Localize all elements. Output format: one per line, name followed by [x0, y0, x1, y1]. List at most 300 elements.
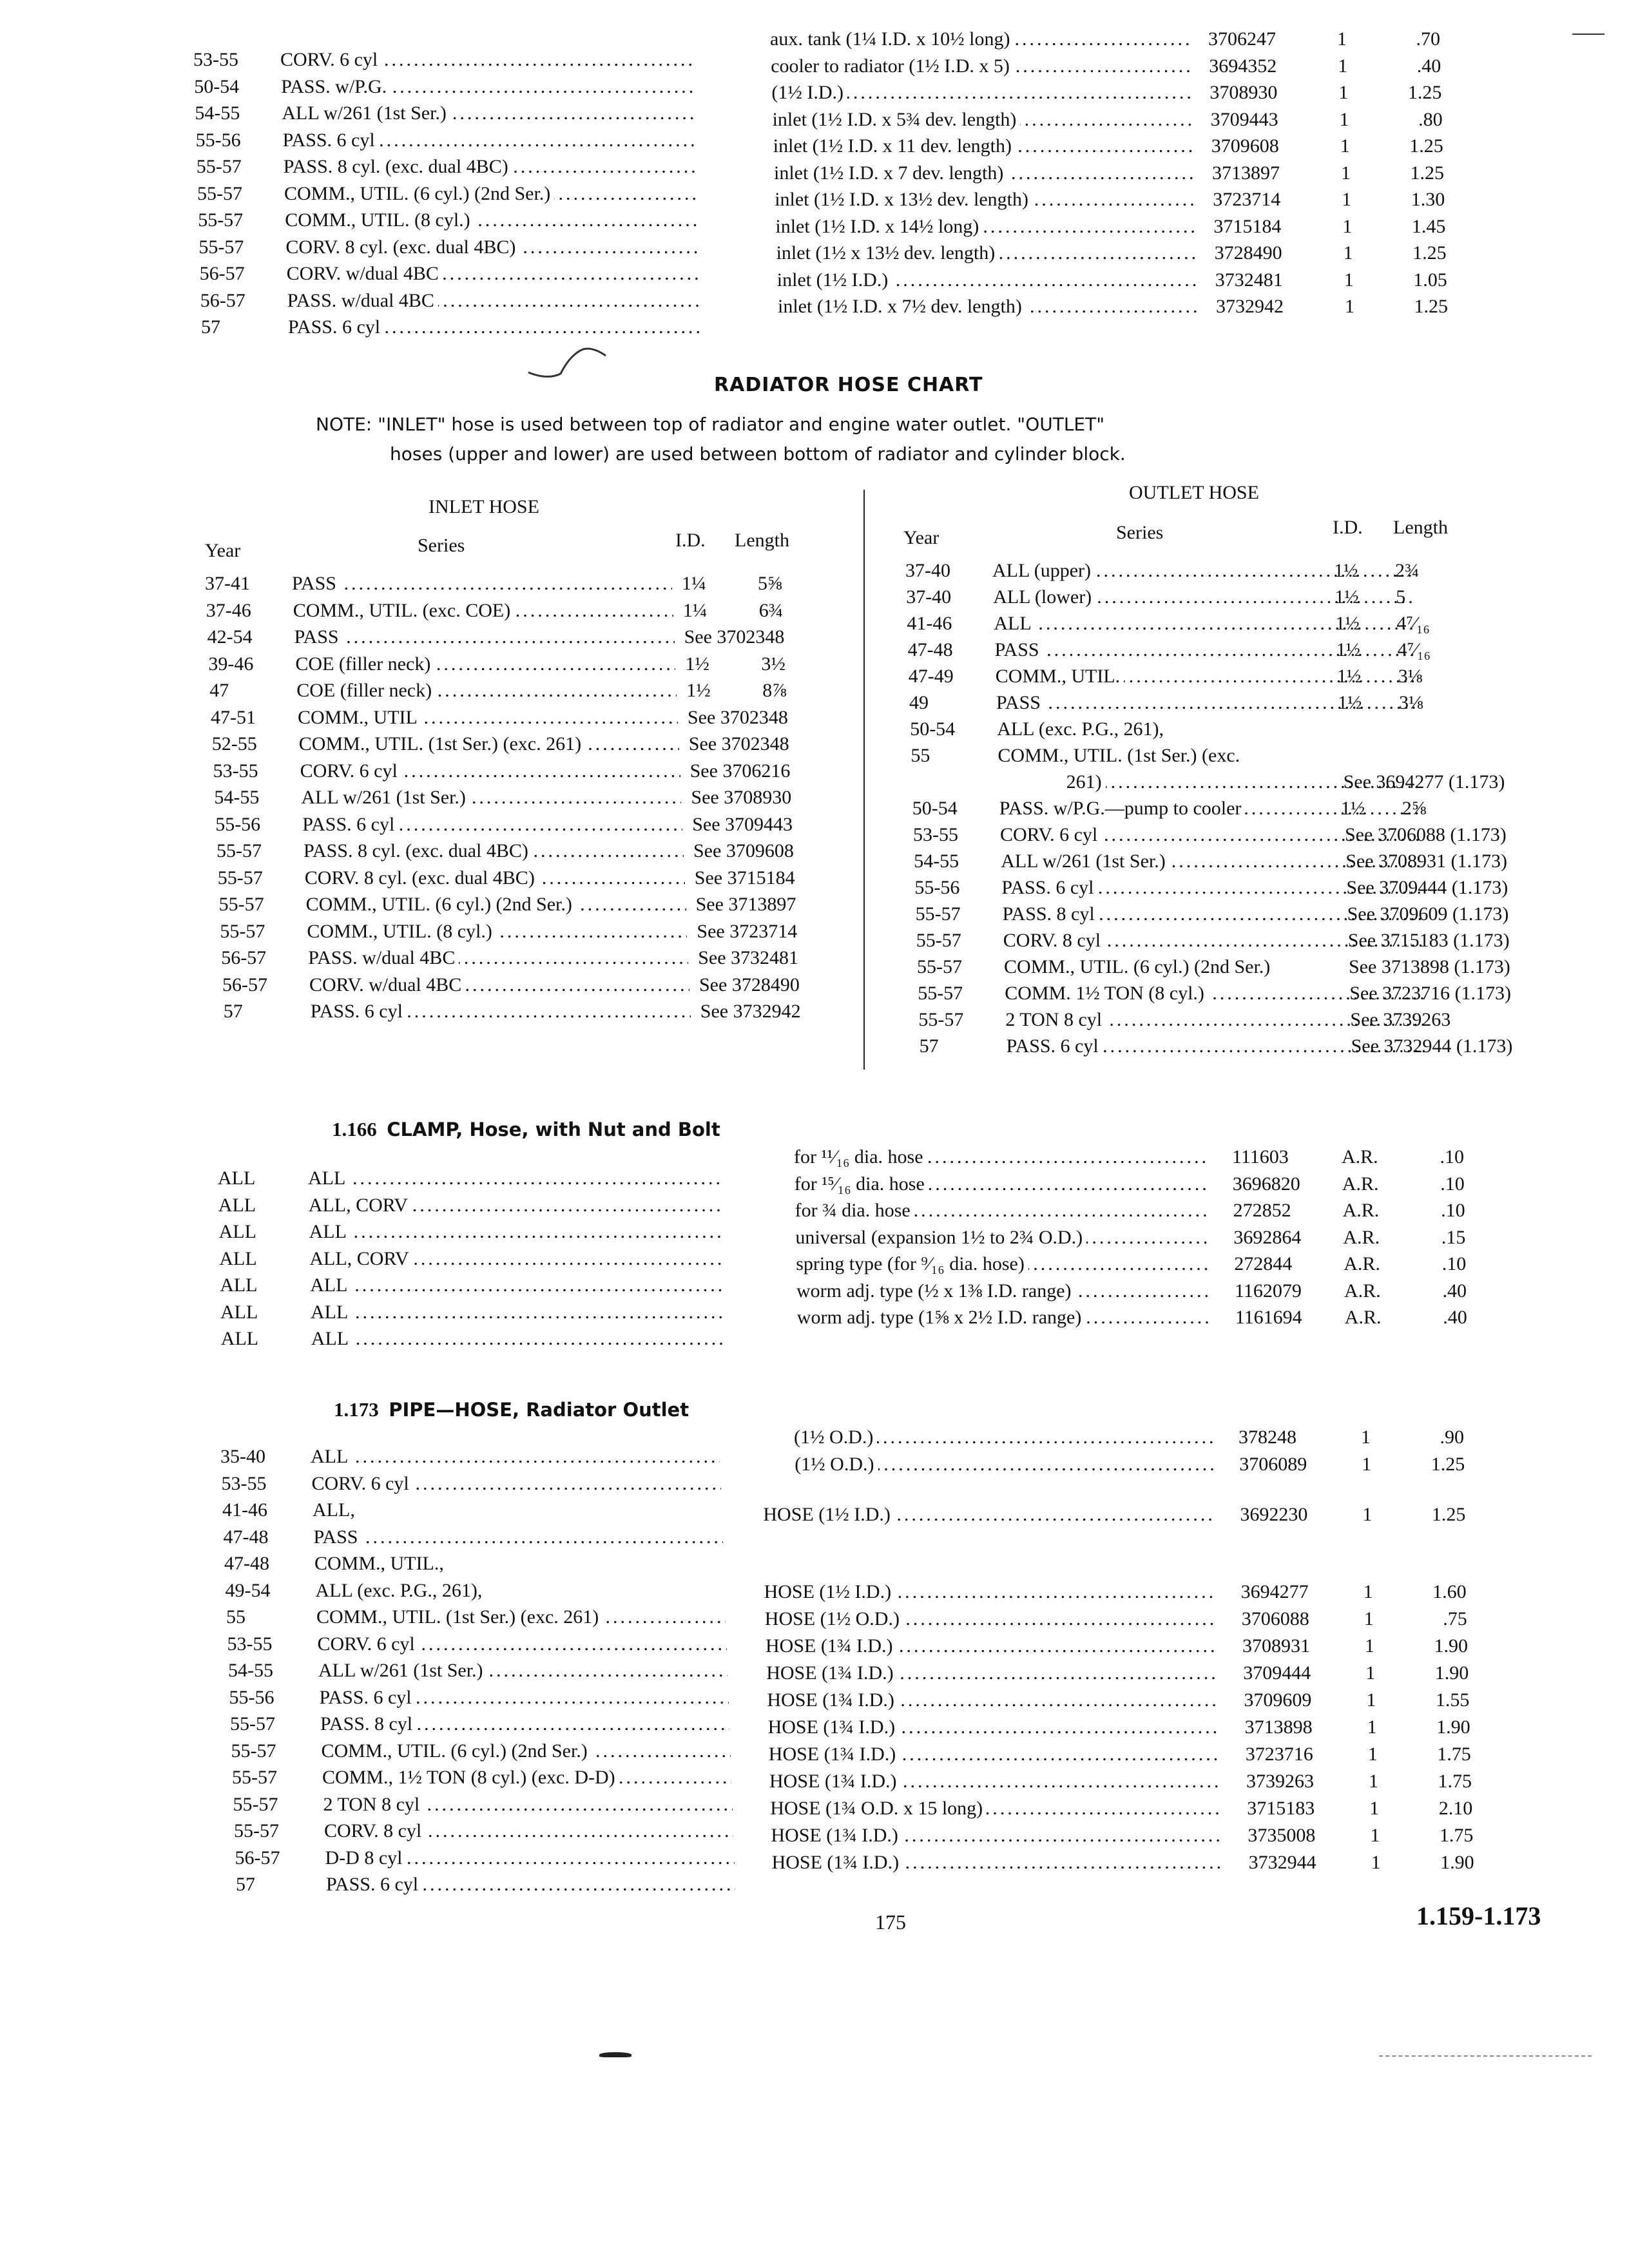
year-cell: 55-57 — [198, 209, 244, 231]
price-cell: .40 — [1442, 1280, 1467, 1302]
desc-cell-text: for ¾ dia. hose — [795, 1200, 914, 1221]
inlet-row — [207, 624, 981, 650]
series-cell — [306, 891, 686, 918]
desc-cell — [773, 133, 1195, 159]
section-range: 1.159-1.173 — [1416, 1901, 1541, 1930]
desc-cell — [771, 79, 1193, 106]
part-cell: 378248 — [1239, 1427, 1296, 1448]
top-part-row — [771, 79, 1545, 106]
qty-cell: 1 — [1342, 189, 1352, 210]
year-cell: 55-57 — [220, 920, 265, 942]
year-cell: 53-55 — [213, 760, 258, 782]
id-cell: 1½ — [1340, 798, 1365, 819]
inlet-row — [217, 838, 990, 864]
series-cell-text: ALL — [994, 613, 1035, 634]
series-cell-text: ALL w/261 (1st Ser.) — [301, 787, 470, 808]
desc-cell-text: spring type (for ⁹⁄₁₆ dia. hose) — [796, 1253, 1028, 1274]
ref-cell: See 3728490 — [699, 974, 800, 995]
part-cell: 3713898 — [1244, 1716, 1313, 1738]
series-cell-text: ALL (exc. P.G., 261), — [315, 1579, 483, 1601]
top-part-row — [778, 293, 1551, 320]
year-cell: 37-46 — [206, 599, 251, 621]
series-cell-text: COMM., UTIL. (8 cyl.) — [285, 209, 474, 231]
series-cell-text: ALL — [310, 1274, 351, 1296]
price-cell: 1.30 — [1411, 189, 1445, 210]
ref-cell: See 3732942 — [700, 1001, 801, 1022]
year-cell: ALL — [220, 1328, 259, 1349]
year-cell: 49 — [909, 692, 929, 713]
series-cell-text: CORV. w/dual 4BC — [309, 974, 465, 995]
year-cell: 47 — [209, 680, 229, 701]
desc-cell — [794, 1144, 1206, 1170]
series-cell-text: COMM., UTIL. (1st Ser.) (exc. — [998, 745, 1240, 766]
desc-cell-text: HOSE (1¾ I.D.) — [766, 1635, 896, 1657]
year-cell: 37-40 — [905, 560, 950, 581]
desc-cell-text: HOSE (1¾ I.D.) — [771, 1825, 901, 1846]
year-cell: 52-55 — [211, 733, 257, 754]
series-cell — [322, 1738, 731, 1764]
clamp-title: CLAMP, Hose, with Nut and Bolt — [387, 1119, 720, 1140]
desc-cell — [773, 106, 1195, 133]
price-cell: .40 — [1443, 1307, 1467, 1328]
price-cell: 1.90 — [1434, 1662, 1469, 1684]
series-cell — [326, 1871, 735, 1898]
inlet-row — [205, 570, 978, 597]
year-cell: 50-54 — [910, 718, 956, 740]
series-cell — [318, 1631, 727, 1657]
ref-cell: See 3715184 — [694, 867, 795, 889]
part-cell: 272844 — [1234, 1253, 1293, 1274]
qty-cell: A.R. — [1344, 1253, 1380, 1274]
desc-cell-text: HOSE (1¾ I.D.) — [766, 1662, 897, 1684]
part-cell: 3735008 — [1248, 1825, 1316, 1846]
desc-cell — [769, 1741, 1220, 1767]
part-cell: 3692864 — [1233, 1226, 1302, 1248]
outlet-col-length: Length — [1393, 517, 1448, 538]
series-cell — [320, 1684, 729, 1711]
series-cell — [285, 207, 697, 233]
series-cell — [320, 1711, 729, 1737]
qty-cell: 1 — [1369, 1771, 1378, 1792]
year-cell: 55-57 — [196, 156, 242, 177]
part-cell: 3692230 — [1240, 1504, 1308, 1525]
part-cell: 272852 — [1233, 1200, 1291, 1221]
series-cell-text: COMM., UTIL — [298, 707, 421, 728]
pipe-series-row — [224, 1550, 998, 1577]
part-cell: 3732481 — [1215, 269, 1283, 291]
qty-cell: 1 — [1363, 1581, 1373, 1602]
year-cell: 49-54 — [225, 1579, 271, 1601]
id-cell: 1½ — [1336, 639, 1361, 660]
series-cell-text: COMM., UTIL. (1st Ser.) (exc. 261) — [316, 1606, 602, 1628]
inlet-row — [220, 918, 993, 945]
series-cell — [280, 46, 693, 73]
qty-cell: 1 — [1361, 1427, 1371, 1448]
price-cell: .10 — [1440, 1173, 1465, 1195]
id-cell: 1½ — [1334, 560, 1358, 581]
desc-cell — [796, 1278, 1209, 1304]
series-cell — [292, 570, 672, 597]
series-cell-text: ALL, — [313, 1499, 355, 1521]
price-cell: .10 — [1441, 1253, 1467, 1274]
series-cell — [309, 1245, 722, 1272]
desc-cell — [771, 1822, 1222, 1849]
outlet-row — [906, 584, 1629, 610]
part-cell: 3709609 — [1244, 1689, 1312, 1711]
desc-cell-text: (1½ O.D.) — [795, 1454, 878, 1475]
qty-cell: A.R. — [1342, 1173, 1379, 1195]
series-cell — [324, 1818, 733, 1844]
series-cell-text: PASS. 6 cyl — [311, 1001, 407, 1022]
desc-cell — [775, 186, 1197, 213]
desc-cell — [795, 1451, 1213, 1477]
series-cell — [299, 731, 679, 757]
part-cell: 111603 — [1232, 1146, 1289, 1168]
ref-cell: See 3709608 — [693, 840, 794, 861]
desc-cell — [770, 26, 1192, 52]
series-cell — [307, 918, 687, 945]
series-cell-text: ALL w/261 (1st Ser.) — [1001, 850, 1170, 872]
inlet-row — [208, 651, 981, 677]
id-cell: 1½ — [1335, 613, 1360, 634]
outlet-row — [909, 663, 1629, 689]
year-cell: ALL — [219, 1247, 257, 1269]
qty-cell: 1 — [1340, 135, 1350, 157]
id-cell: 1½ — [685, 653, 709, 675]
year-cell: 56-57 — [199, 263, 245, 284]
outlet-row — [917, 954, 1629, 980]
year-cell: 55-56 — [914, 877, 960, 898]
series-cell-text: ALL (exc. P.G., 261), — [997, 718, 1164, 740]
qty-cell: 1 — [1370, 1825, 1380, 1846]
year-cell: 54-55 — [195, 102, 240, 124]
year-cell: 55-57 — [218, 894, 264, 915]
inlet-row — [206, 597, 979, 624]
clamp-part-row — [797, 1304, 1570, 1331]
year-cell: 37-40 — [906, 586, 952, 608]
part-cell: 3706089 — [1239, 1454, 1307, 1475]
outlet-col-year: Year — [903, 527, 940, 548]
part-cell: 3723716 — [1245, 1744, 1313, 1765]
series-cell-text: PASS — [292, 573, 340, 594]
desc-cell-text: aux. tank (1¼ I.D. x 10½ long) — [770, 28, 1014, 50]
length-cell: 3⅛ — [1399, 692, 1423, 713]
part-cell: 3708931 — [1242, 1635, 1310, 1657]
desc-cell-text: HOSE (1¾ I.D.) — [772, 1852, 903, 1873]
pipe-part-row — [769, 1741, 1542, 1767]
year-cell: 57 — [236, 1874, 255, 1895]
inlet-heading: INLET HOSE — [429, 496, 539, 517]
desc-cell — [797, 1304, 1210, 1331]
year-cell: 47-48 — [223, 1526, 269, 1548]
ref-cell: See 3702348 — [688, 733, 789, 754]
pipe-title: PIPE—HOSE, Radiator Outlet — [389, 1399, 689, 1421]
series-cell — [300, 758, 680, 784]
series-cell — [311, 1299, 723, 1325]
desc-cell-text: inlet (1½ I.D. x 11 dev. length) — [773, 135, 1016, 157]
series-cell — [284, 153, 696, 180]
year-cell: 54-55 — [914, 850, 959, 872]
series-cell — [284, 180, 697, 207]
series-cell — [287, 260, 699, 287]
part-cell: 3706088 — [1241, 1608, 1309, 1629]
id-cell: 1½ — [686, 680, 711, 701]
series-cell-text: COMM. 1½ TON (8 cyl.) — [1005, 983, 1208, 1004]
series-cell — [294, 624, 675, 650]
length-cell: 2¾ — [1395, 560, 1420, 581]
year-cell: 50-54 — [912, 798, 958, 819]
qty-cell: 1 — [1341, 162, 1351, 184]
desc-cell-text: universal (expansion 1½ to 2¾ O.D.) — [795, 1227, 1086, 1248]
series-cell-text: COMM., UTIL. (exc. COE) — [293, 600, 514, 621]
series-cell — [309, 1218, 722, 1245]
series-cell-text: CORV. w/dual 4BC — [287, 263, 443, 284]
desc-cell — [767, 1687, 1218, 1713]
desc-cell — [795, 1224, 1208, 1251]
series-cell-text: ALL (lower) — [993, 586, 1095, 608]
price-cell: 2.10 — [1438, 1798, 1473, 1819]
desc-cell — [796, 1251, 1208, 1277]
ref-cell: See 3732944 (1.173) — [1351, 1035, 1513, 1057]
series-cell-text: PASS. 8 cyl. (exc. dual 4BC) — [284, 156, 512, 177]
series-cell-text: COMM., UTIL. (8 cyl.) — [307, 921, 496, 942]
inlet-row — [213, 758, 987, 784]
year-cell: 57 — [919, 1035, 939, 1057]
clamp-part-row — [796, 1278, 1570, 1304]
series-cell-text: ALL — [308, 1168, 349, 1189]
part-cell: 3732944 — [1248, 1852, 1316, 1873]
year-cell: 55-57 — [217, 840, 262, 861]
qty-cell: A.R. — [1342, 1200, 1380, 1221]
desc-cell — [778, 293, 1200, 320]
year-cell: 55 — [911, 745, 930, 766]
ref-cell: See 3709444 (1.173) — [1346, 877, 1509, 898]
year-cell: 55-57 — [918, 983, 963, 1004]
year-cell: 41-46 — [222, 1499, 267, 1521]
year-cell: 47-48 — [224, 1553, 269, 1574]
series-cell-text: 2 TON 8 cyl — [1005, 1009, 1106, 1030]
outlet-row — [910, 716, 1629, 742]
year-cell: 55-57 — [915, 903, 961, 925]
series-cell — [311, 1325, 724, 1352]
inlet-row — [219, 891, 992, 918]
price-cell: .40 — [1416, 55, 1441, 77]
qty-cell: 1 — [1338, 82, 1349, 103]
series-cell-text: CORV. 6 cyl — [1000, 824, 1101, 845]
series-cell — [285, 234, 698, 260]
series-cell — [296, 677, 677, 704]
desc-cell-text: HOSE (1¾ I.D.) — [769, 1771, 900, 1792]
series-cell-text: PASS. 6 cyl — [302, 814, 398, 835]
ref-cell: See 3713898 (1.173) — [1349, 956, 1510, 977]
price-cell: 1.25 — [1407, 82, 1442, 103]
qty-cell: 1 — [1362, 1504, 1373, 1525]
qty-cell: A.R. — [1344, 1307, 1382, 1328]
series-cell-text: ALL, CORV — [309, 1195, 412, 1216]
series-cell-text: PASS — [314, 1526, 362, 1548]
series-cell-text: ALL — [311, 1302, 352, 1323]
top-part-row — [775, 186, 1548, 213]
qty-cell: 1 — [1337, 28, 1347, 50]
price-cell: 1.90 — [1434, 1635, 1468, 1657]
inlet-row — [209, 677, 983, 704]
pipe-part-row — [763, 1501, 1536, 1528]
qty-cell: A.R. — [1343, 1226, 1380, 1248]
series-cell-text: CORV. 6 cyl — [318, 1633, 419, 1655]
price-cell: 1.05 — [1413, 269, 1447, 291]
ref-cell: See 3739263 — [1350, 1009, 1451, 1030]
series-cell-text: PASS — [996, 692, 1045, 713]
inlet-col-length: Length — [735, 530, 789, 551]
outlet-col-series: Series — [1116, 522, 1164, 543]
clamp-part-row — [794, 1144, 1567, 1170]
year-cell: 55-56 — [215, 813, 261, 835]
series-cell — [316, 1577, 725, 1604]
outlet-row — [911, 742, 1629, 769]
top-part-row — [776, 240, 1550, 266]
series-cell-text: PASS. 8 cyl — [1003, 903, 1099, 925]
inlet-row — [224, 998, 997, 1024]
outlet-row — [908, 637, 1629, 663]
clamp-part-row — [795, 1197, 1568, 1224]
series-cell-text: PASS. w/P.G. — [281, 76, 390, 97]
desc-cell-text: inlet (1½ I.D. x 5¾ dev. length) — [773, 109, 1021, 130]
series-cell-text: CORV. 6 cyl — [300, 760, 401, 782]
qty-cell: 1 — [1362, 1454, 1372, 1475]
price-cell: .90 — [1440, 1427, 1464, 1448]
series-cell-text: PASS — [995, 639, 1043, 660]
series-cell-text: CORV. 6 cyl — [312, 1473, 413, 1494]
desc-cell — [771, 53, 1193, 79]
series-cell — [288, 314, 700, 340]
year-cell: 41-46 — [907, 613, 952, 634]
price-cell: .70 — [1416, 28, 1440, 50]
inlet-col-year: Year — [205, 540, 241, 561]
part-cell: 3715184 — [1213, 215, 1282, 237]
series-cell-text: 2 TON 8 cyl — [323, 1794, 424, 1815]
inlet-row — [212, 731, 985, 757]
year-cell: 56-57 — [235, 1847, 280, 1869]
year-cell: 55-57 — [232, 1767, 277, 1788]
price-cell: 1.55 — [1435, 1689, 1470, 1711]
desc-cell-text: worm adj. type (½ x 1⅜ I.D. range) — [796, 1280, 1075, 1302]
ref-cell: See 3706088 (1.173) — [1345, 824, 1507, 845]
desc-cell — [775, 213, 1197, 240]
qty-cell: 1 — [1365, 1662, 1376, 1684]
inlet-row — [215, 811, 988, 838]
desc-cell — [774, 160, 1196, 186]
series-cell-text: PASS. 6 cyl — [326, 1874, 422, 1895]
series-cell — [325, 1845, 735, 1871]
series-cell-text: PASS. 8 cyl. (exc. dual 4BC) — [304, 840, 532, 861]
year-cell: 35-40 — [220, 1446, 265, 1467]
qty-cell: 1 — [1338, 55, 1348, 77]
series-cell-text: ALL (upper) — [992, 560, 1095, 581]
year-cell: ALL — [220, 1274, 258, 1296]
clamp-part-row — [796, 1251, 1569, 1277]
part-cell: 3706247 — [1208, 28, 1276, 50]
qty-cell: 1 — [1367, 1716, 1377, 1738]
length-cell: 5 — [1396, 586, 1406, 608]
desc-cell — [765, 1606, 1216, 1632]
series-cell-text: COMM., UTIL. (6 cyl.) (2nd Ser.) — [322, 1740, 592, 1762]
series-cell-text: CORV. 8 cyl. (exc. dual 4BC) — [305, 867, 539, 889]
part-cell: 3732942 — [1216, 296, 1284, 317]
series-cell — [322, 1764, 731, 1791]
qty-cell: 1 — [1343, 242, 1353, 264]
desc-cell — [770, 1795, 1221, 1821]
series-cell-text: D-D 8 cyl — [325, 1847, 407, 1869]
price-cell: 1.25 — [1409, 135, 1443, 157]
pipe-part-row — [764, 1579, 1537, 1605]
part-cell: 1161694 — [1235, 1307, 1302, 1328]
qty-cell: 1 — [1344, 269, 1354, 291]
bottom-smudge — [599, 2052, 631, 2057]
year-cell: ALL — [218, 1168, 256, 1189]
length-cell: 6¾ — [758, 599, 784, 621]
series-cell — [309, 1192, 721, 1218]
price-cell: 1.25 — [1412, 242, 1447, 264]
ref-cell: See 3708931 (1.173) — [1345, 850, 1507, 872]
series-cell-text: CORV. 6 cyl — [280, 49, 381, 70]
year-cell: 37-41 — [205, 573, 250, 594]
outlet-row — [907, 610, 1629, 637]
outlet-row — [920, 1033, 1629, 1059]
desc-cell-text: HOSE (1¾ I.D.) — [769, 1744, 900, 1765]
series-cell — [301, 784, 681, 811]
price-cell: 1.75 — [1439, 1825, 1474, 1846]
chart-title: RADIATOR HOSE CHART — [714, 374, 983, 396]
top-part-row — [773, 106, 1546, 133]
ref-cell: See 3715183 (1.173) — [1347, 930, 1510, 951]
ref-cell: See 3708930 — [691, 787, 792, 808]
margin-dash — [1572, 34, 1605, 35]
desc-cell-text: (1½ I.D.) — [771, 82, 847, 103]
price-cell: 1.90 — [1440, 1852, 1474, 1873]
series-cell — [281, 73, 693, 100]
year-cell: 53-55 — [913, 824, 958, 845]
year-cell: 54-55 — [228, 1660, 273, 1681]
id-cell: 1½ — [1335, 586, 1359, 608]
length-cell: 8⅞ — [762, 680, 787, 701]
ref-cell: See 3702348 — [688, 706, 788, 728]
series-cell — [295, 651, 675, 677]
inlet-row — [214, 784, 987, 811]
series-cell-text: PASS — [294, 626, 343, 648]
length-cell: 3½ — [761, 653, 786, 675]
series-cell-text: COMM., UTIL. (6 cyl.) (2nd Ser.) — [1004, 956, 1271, 977]
series-cell-text: ALL — [311, 1328, 352, 1349]
price-cell: 1.75 — [1438, 1771, 1472, 1792]
qty-cell: 1 — [1369, 1798, 1380, 1819]
series-cell-text: PASS. 6 cyl — [320, 1687, 416, 1708]
series-cell — [314, 1550, 724, 1577]
series-cell-text: 261) — [1066, 771, 1106, 793]
desc-cell-text: inlet (1½ I.D. x 14½ long) — [775, 216, 983, 237]
series-cell-text: ALL — [311, 1446, 352, 1467]
series-cell-text: PASS. w/dual 4BC — [287, 290, 438, 311]
series-cell — [311, 1443, 720, 1470]
ref-cell: See 3713897 — [695, 894, 796, 915]
ref-cell: See 3709443 — [692, 813, 793, 835]
series-cell — [302, 811, 682, 838]
pipe-part-row — [766, 1660, 1539, 1686]
clamp-heading — [332, 1118, 720, 1141]
year-cell: ALL — [218, 1194, 256, 1216]
part-cell: 3694352 — [1209, 55, 1277, 77]
ref-cell: See 3706216 — [689, 760, 791, 782]
year-cell: 55-56 — [229, 1686, 275, 1708]
